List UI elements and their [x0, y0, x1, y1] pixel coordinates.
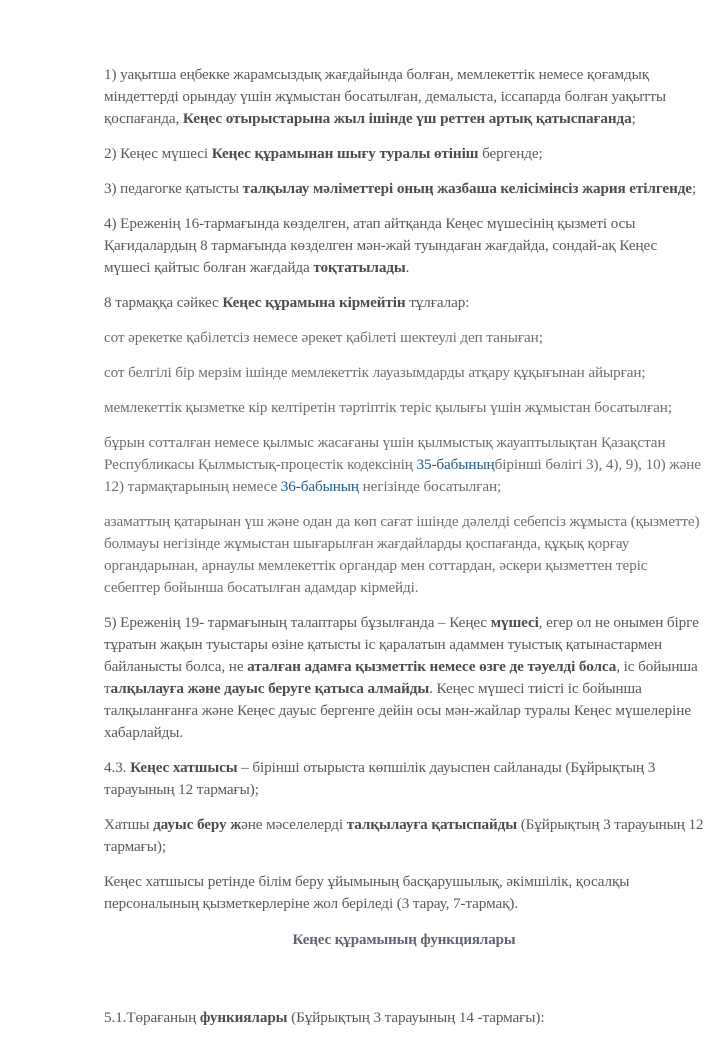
bold-text: дауыс беру ж: [153, 816, 242, 833]
text: негізінде босатылған;: [358, 478, 502, 495]
bold-text: талқылауға қатыспайды: [346, 816, 518, 833]
paragraph-item-4: [104, 213, 704, 279]
text: 3) педагогке қатысты: [104, 180, 243, 197]
secretary-paragraph: [104, 757, 704, 801]
bold-text: тоқтатылады: [313, 259, 406, 276]
list-item-dismissed: азаматтың қатарынан үш және одан да көп сағат ішінде дәлелді себепсіз жұмыста (қызметте) болмауы негізінде жұмыстан шығарылған жағдайларды қоспағанда, құқық қорғау органдарынан, арнаулы мемлекеттік органдар мен соттардан, әскери қызметтен теріс себептер бойынша босатылған адамдар кірмейді.: [104, 513, 700, 596]
text: бергенде;: [478, 145, 543, 162]
document-page: [104, 64, 704, 1042]
text: 2) Кеңес мүшесі: [104, 145, 212, 162]
text: Хатшы: [104, 816, 154, 833]
bold-text: алқылауға және дауыс беруге қатыса алмайды: [110, 680, 430, 697]
secretary-vote-paragraph: [104, 814, 704, 858]
paragraph-item-1: [104, 64, 704, 130]
article-35-link[interactable]: 35-бабының: [416, 456, 495, 473]
bold-text: функиялары: [199, 1009, 288, 1026]
text: бірінші бөлігі 3), 4), 9), 10) және 12) тармақтарының немесе: [104, 456, 701, 495]
text: . Кеңес мүшесі тиісті іс бойынша талқыланғанға және Кеңес дауыс бергенге дейін осы мән-жайлар туралы Кеңес мүшелеріне хабарлайды.: [104, 680, 691, 741]
text: 8 тармаққа сәйкес: [104, 294, 223, 311]
text: 5) Ереженің 19- тармағының талаптары бұзылғанда – Кеңес: [104, 614, 491, 631]
text: ;: [631, 110, 636, 127]
text: (Бұйрықтың 3 тарауының 12 тармағы);: [104, 816, 704, 855]
text: 1) уақытша еңбекке жарамсыздық жағдайында болған, мемлекеттік немесе қоғамдық міндеттерді орындау үшін жұмыстан босатылған, демалыста, іссапарда болған уақытты қоспағанда,: [104, 66, 667, 127]
text: тұлғалар:: [405, 294, 470, 311]
text: 4) Ереженің 16-тармағында көзделген, атап айтқанда Кеңес мүшесінің қызметі осы Қағидалардың 8 тармағында көзделген мән-жай туындаған жағдайда, сондай-ақ Кеңес мүшесі қайтыс болған жағдайда: [104, 215, 658, 276]
list-item-criminal: [104, 432, 704, 498]
bold-text: Кеңес құрамына кірмейтін: [222, 294, 406, 311]
paragraph-item-2: [104, 143, 704, 165]
bold-text: мүшесі: [490, 614, 539, 631]
text: әне мәселелерді: [241, 816, 347, 833]
bold-text: Кеңес отырыстарына жыл ішінде үш реттен артық қатыспағанда: [182, 110, 632, 127]
secretary-eligibility-paragraph: Кеңес хатшысы ретінде білім беру ұйымының басқарушылық, әкімшілік, қосалқы персоналының қызметкерлеріне жол беріледі (3 тарау, 7-тармақ).: [104, 873, 630, 912]
text: , егер ол не онымен бірге тұратын жақын туыстары өзіне қатысты іс қаралатын адаммен туыстық қатынастармен байланысты болса, не: [104, 614, 699, 675]
text: , іс бойынша т: [104, 658, 698, 697]
bold-text: талқылау мәліметтері оның жазбаша келісімінсіз жария етілгенде: [242, 180, 692, 197]
list-item: сот әрекетке қабілетсіз немесе әрекет қабілеті шектеулі деп таныған;: [104, 329, 543, 346]
list-item: мемлекеттік қызметке кір келтіретін тәртіптік теріс қылығы үшін жұмыстан босатылған;: [104, 399, 672, 416]
bold-text: Кеңес хатшысы: [130, 759, 238, 776]
list-item: сот белгілі бір мерзім ішінде мемлекеттік лауазымдарды атқару құқығынан айырған;: [104, 364, 646, 381]
text: 5.1.Төрағаның: [104, 1009, 200, 1026]
excluded-persons-intro: [104, 292, 704, 314]
text: 4.3.: [104, 759, 131, 776]
text: .: [405, 259, 410, 276]
chairman-functions-paragraph: [104, 1007, 704, 1029]
section-heading: Кеңес құрамының функциялары: [292, 932, 516, 948]
text: (Бұйрықтың 3 тарауының 14 -тармағы):: [287, 1009, 545, 1026]
text: – бірінші отырыста көпшілік дауыспен сайланады (Бұйрықтың 3 тарауының 12 тармағы);: [104, 759, 656, 798]
text: ;: [691, 180, 697, 197]
paragraph-item-5: [104, 612, 704, 744]
bold-text: Кеңес құрамынан шығу туралы өтініш: [211, 145, 479, 162]
bold-text: аталған адамға қызметтік немесе өзге де тәуелді болса: [247, 658, 617, 675]
text: бұрын сотталған немесе қылмыс жасағаны үшін қылмыстық жауаптылықтан Қазақстан Республикасы Қылмыстық-процестік кодексінің: [104, 434, 666, 473]
paragraph-item-3: [104, 178, 704, 200]
article-36-link[interactable]: 36-бабының: [280, 478, 359, 495]
